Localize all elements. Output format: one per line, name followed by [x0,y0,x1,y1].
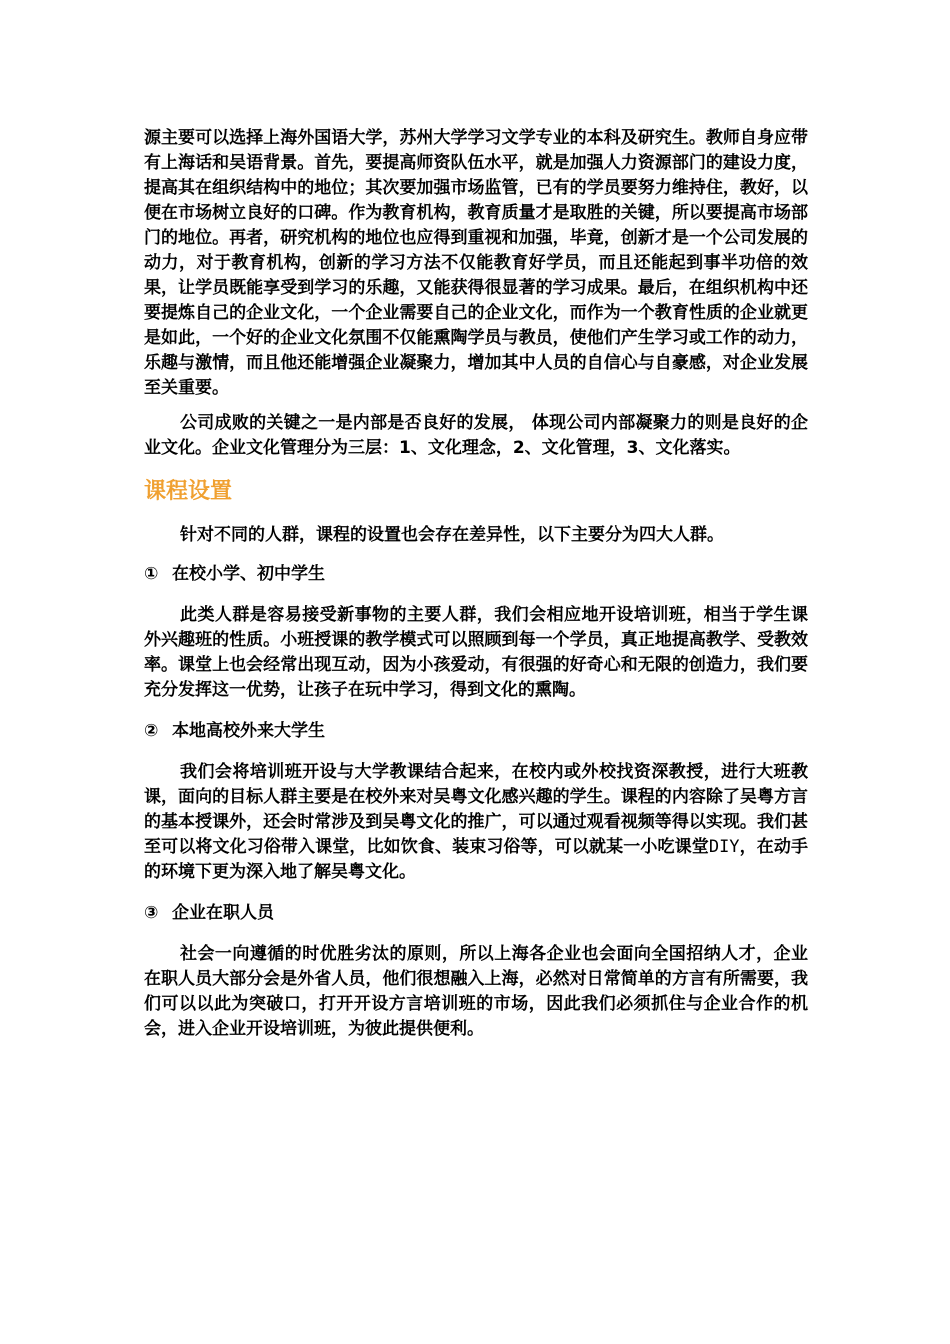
body-paragraph: 源主要可以选择上海外国语大学，苏州大学学习文学专业的本科及研究生。教师自身应带有上海话和吴语背景。首先，要提高师资队伍水平，就是加强人力资源部门的建设力度，提高其在组织结构中的地位；其次要加强市场监管，已有的学员要努力维持住，教好，以便在市场树立良好的口碑。作为教育机构，教育质量才是取胜的关键，所以要提高市场部门的地位。再者，研究机构的地位也应得到重视和加强，毕竟，创新才是一个公司发展的动力，对于教育机构，创新的学习方法不仅能教育好学员，而且还能起到事半功倍的效果，让学员既能享受到学习的乐趣，又能获得很显著的学习成果。最后，在组织机构中还要提炼自己的企业文化，一个企业需要自己的企业文化，而作为一个教育性质的企业就更是如此，一个好的企业文化氛围不仅能熏陶学员与教员，使他们产生学习或工作的动力，乐趣与激情，而且他还能增强企业凝聚力，增加其中人员的自信心与自豪感，对企业发展至关重要。 [144,128,808,398]
body-paragraph: 公司成败的关键之一是内部是否良好的发展， 体现公司内部凝聚力的则是良好的企业文化。企业文化管理分为三层：1、文化理念，2、文化管理，3、文化落实。 [144,413,808,458]
group-title: 在校小学、初中学生 [172,564,325,584]
group-text-part: 我们会将培训班开设与大学教课结合起来，在校内或外校找资深教授，进行大班教课，面向的目标人群主要是在校外来对吴粤文化感兴趣的学生。课程的内容除了吴粤方言的基本授课外，还会时常涉及到吴粤文化的推广，可以通过观看视频等得以实现。我们甚至可以将文化习俗带入课堂，比如饮食、装束习俗等，可以就某一小吃课堂 [144,762,808,857]
group-heading [144,901,808,926]
group-paragraph [144,760,808,885]
group-text-part: ，在动手的环境下更为深入地了解吴粤文化。 [144,837,809,882]
group-heading [144,719,808,744]
circled-number: ② [144,721,159,741]
section-intro: 针对不同的人群，课程的设置也会存在差异性，以下主要分为四大人群。 [180,525,724,545]
circled-number: ③ [144,903,159,923]
group-title: 本地高校外来大学生 [172,721,325,741]
page-content [144,126,808,1042]
section-heading: 课程设置 [144,479,233,504]
group-title: 企业在职人员 [172,903,274,923]
group-paragraph: 社会一向遵循的时优胜劣汰的原则，所以上海各企业也会面向全国招纳人才，企业在职人员大部分会是外省人员，他们很想融入上海，必然对日常简单的方言有所需要，我们可以以此为突破口，打开开设方言培训班的市场，因此我们必须抓住与企业合作的机会，进入企业开设培训班，为彼此提供便利。 [144,944,808,1039]
group-heading [144,562,808,587]
group-text-code: DIY [708,837,740,857]
group-paragraph: 此类人群是容易接受新事物的主要人群，我们会相应地开设培训班，相当于学生课外兴趣班的性质。小班授课的教学模式可以照顾到每一个学员，真正地提高教学、受教效率。课堂上也会经常出现互动，因为小孩爱动，有很强的好奇心和无限的创造力，我们要充分发挥这一优势，让孩子在玩中学习，得到文化的熏陶。 [144,605,808,700]
circled-number: ① [144,564,159,584]
